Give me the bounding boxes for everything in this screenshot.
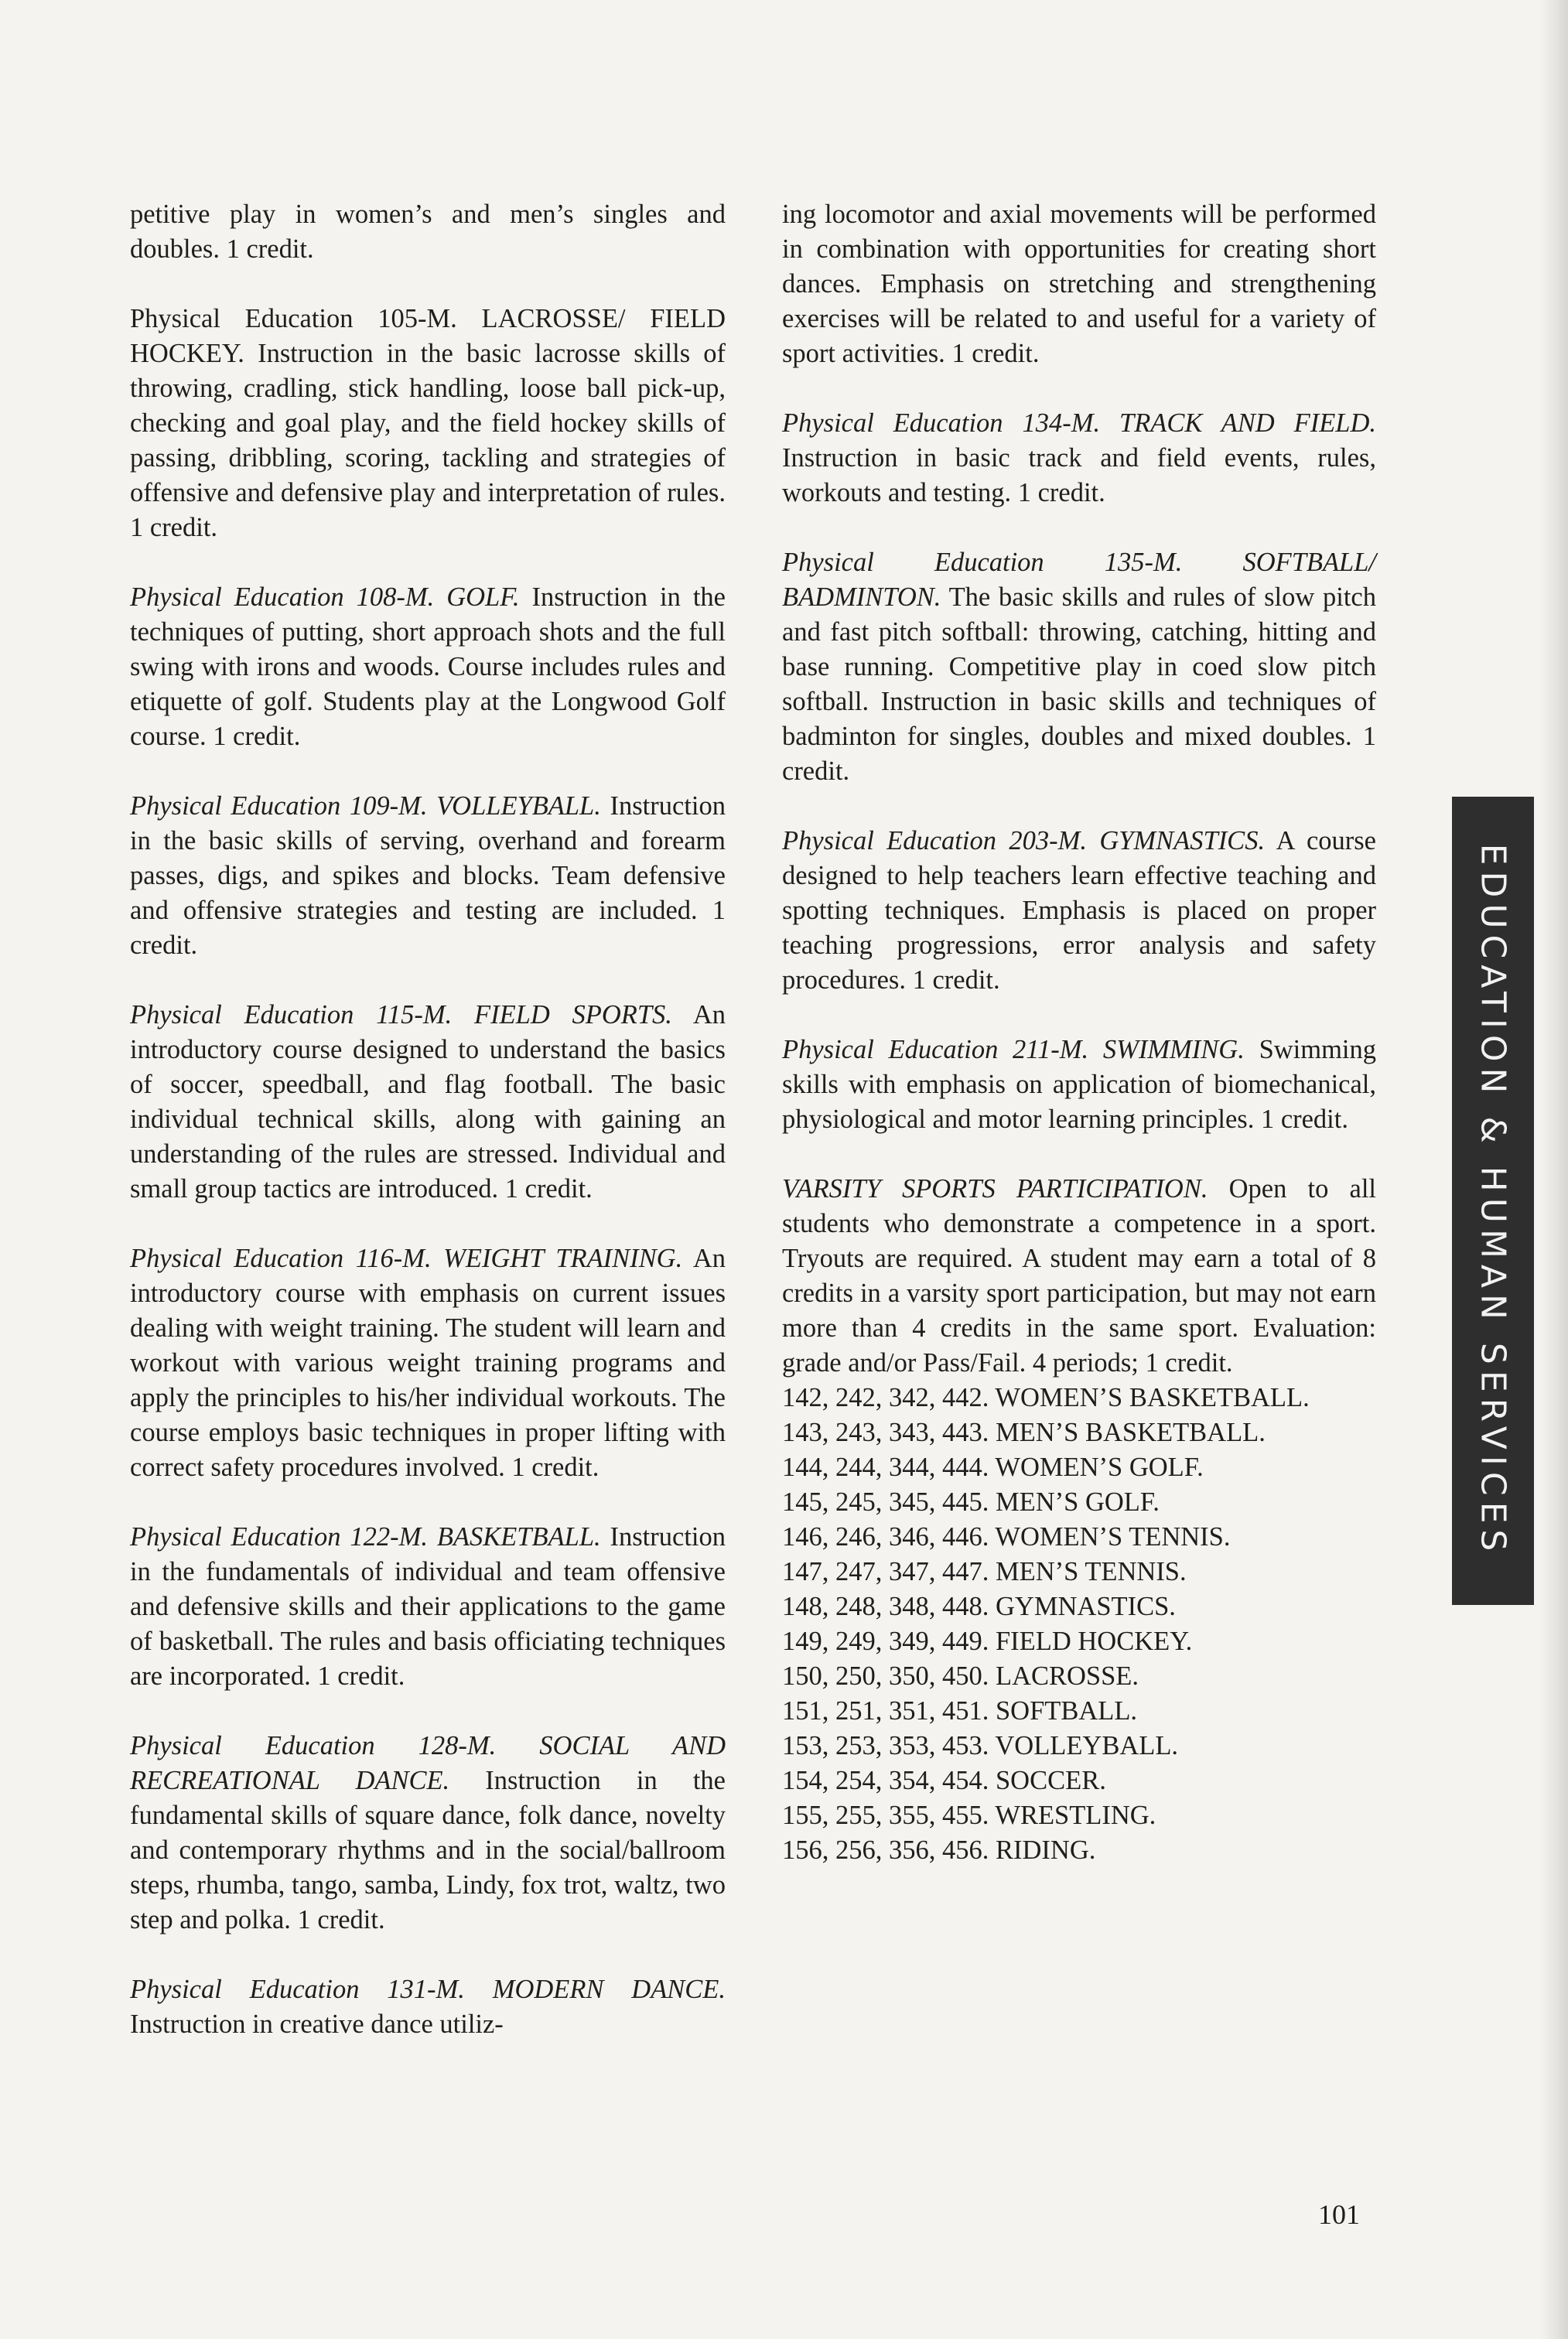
right-column xyxy=(782,197,1376,1868)
course-title: Physical Education 109-M. VOLLEYBALL. xyxy=(130,791,601,821)
list-item: 154, 254, 354, 454. SOCCER. xyxy=(782,1766,1106,1795)
course-description: Instruction in the techniques of putting, short approach shots and the full swing with irons and woods. Course includes rules and etiquette of golf. Students play at the Longwood Golf course. 1 credit. xyxy=(130,582,726,751)
course-title: Physical Education 203-M. GYMNASTICS. xyxy=(782,826,1266,855)
list-item: 151, 251, 351, 451. SOFTBALL. xyxy=(782,1696,1138,1726)
course-entry-track-field xyxy=(782,406,1376,510)
varsity-sports-section xyxy=(782,1172,1376,1381)
course-title: Physical Education 105-M. LACROSSE/ FIELD HOCKEY. xyxy=(130,304,726,368)
course-description: Instruction in the fundamental skills of square dance, folk dance, novelty and contemporary rhythms and in the social/ballroom steps, rhumba, tango, samba, Lindy, fox trot, waltz, two step and polka. 1 credit. xyxy=(130,1766,726,1934)
list-item: 150, 250, 350, 450. LACROSSE. xyxy=(782,1661,1139,1691)
course-description: Instruction in the basic lacrosse skills of throwing, cradling, stick handling, loose ball pick-up, checking and goal play, and the field hockey skills of passing, dribbling, scoring, tackling and strategies of offensive and defensive play and interpretation of rules. 1 credit. xyxy=(130,339,726,542)
page-number: 101 xyxy=(1318,2199,1360,2230)
section-title: VARSITY SPORTS PARTICIPATION. xyxy=(782,1174,1208,1204)
course-title: Physical Education 115-M. FIELD SPORTS. xyxy=(130,1000,672,1030)
course-entry-continued xyxy=(782,197,1376,371)
course-entry-modern-dance xyxy=(130,1972,726,2042)
course-entry-continued xyxy=(130,197,726,267)
course-title: Physical Education 108-M. GOLF. xyxy=(130,582,520,612)
list-item: 149, 249, 349, 449. FIELD HOCKEY. xyxy=(782,1627,1193,1656)
list-item: 142, 242, 342, 442. WOMEN’S BASKETBALL. xyxy=(782,1383,1310,1412)
list-item: 153, 253, 353, 453. VOLLEYBALL. xyxy=(782,1731,1179,1760)
list-item: 146, 246, 346, 446. WOMEN’S TENNIS. xyxy=(782,1522,1231,1552)
course-description: Swimming skills with emphasis on application of biomechanical, physiological and motor learning principles. 1 credit. xyxy=(782,1035,1377,1134)
course-description: An introductory course with emphasis on current issues dealing with weight training. The student will learn and workout with various weight training programs and apply the principles to his/her individual workouts. The course employs basic techniques in proper lifting with correct safety procedures involved. 1 credit. xyxy=(130,1244,726,1482)
course-title: Physical Education 116-M. WEIGHT TRAINING. xyxy=(130,1244,683,1273)
course-entry-field-sports xyxy=(130,998,726,1207)
course-title: Physical Education 211-M. SWIMMING. xyxy=(782,1035,1245,1064)
course-title: Physical Education 131-M. MODERN DANCE. xyxy=(130,1975,726,2004)
course-entry-lacrosse xyxy=(130,302,726,545)
course-entry-social-dance xyxy=(130,1729,726,1938)
section-description: Open to all students who demonstrate a competence in a sport. Tryouts are required. A student may earn a total of 8 credits in a varsity sport participation, but may not earn more than 4 credits in the same sport. Evaluation: grade and/or Pass/Fail. 4 periods; 1 credit. xyxy=(782,1174,1377,1378)
course-description: The basic skills and rules of slow pitch and fast pitch softball: throwing, catching, hitting and base running. Competitive play in coed slow pitch softball. Instruction in basic skills and techniques of badminton for singles, doubles and mixed doubles. 1 credit. xyxy=(782,582,1376,786)
course-title: Physical Education 135-M. SOFTBALL/ BADMINTON. xyxy=(782,548,1376,612)
course-description: An introductory course designed to understand the basics of soccer, speedball, and flag football. The basic individual technical skills, along with gaining an understanding of the rules are stressed. Individual and small group tactics are introduced. 1 credit. xyxy=(130,1000,726,1204)
course-entry-golf xyxy=(130,580,726,754)
course-entry-swimming xyxy=(782,1033,1376,1137)
list-item: 155, 255, 355, 455. WRESTLING. xyxy=(782,1801,1156,1830)
course-title: Physical Education 122-M. BASKETBALL. xyxy=(130,1522,601,1552)
course-title: Physical Education 134-M. TRACK AND FIELD. xyxy=(782,408,1376,438)
list-item: 148, 248, 348, 448. GYMNASTICS. xyxy=(782,1592,1176,1621)
list-item: 156, 256, 356, 456. RIDING. xyxy=(782,1835,1096,1865)
list-item: 143, 243, 343, 443. MEN’S BASKETBALL. xyxy=(782,1418,1266,1447)
course-description: Instruction in the basic skills of serving, overhand and forearm passes, digs, and spikes and blocks. Team defensive and offensive strategies and testing are included. 1 credit. xyxy=(130,791,726,960)
course-entry-gymnastics xyxy=(782,824,1376,998)
page-edge-shadow xyxy=(1540,0,1568,2339)
course-title: Physical Education 128-M. SOCIAL AND RECREATIONAL DANCE. xyxy=(130,1731,726,1795)
course-entry-softball-badminton xyxy=(782,545,1376,789)
course-description: ing locomotor and axial movements will be performed in combination with opportunities for creating short dances. Emphasis on stretching and strengthening exercises will be related to and useful for a variety of sport activities. 1 credit. xyxy=(782,200,1376,368)
course-entry-volleyball xyxy=(130,789,726,963)
course-description: Instruction in creative dance utiliz- xyxy=(130,2009,504,2039)
left-column xyxy=(130,197,726,2042)
course-entry-basketball xyxy=(130,1520,726,1694)
list-item: 145, 245, 345, 445. MEN’S GOLF. xyxy=(782,1487,1160,1517)
course-description: A course designed to help teachers learn effective teaching and spotting techniques. Emphasis is placed on proper teaching progressions, error analysis and safety procedures. 1 credit. xyxy=(782,826,1376,995)
list-item: 144, 244, 344, 444. WOMEN’S GOLF. xyxy=(782,1453,1204,1482)
course-entry-weight-training xyxy=(130,1241,726,1485)
varsity-sports-list xyxy=(782,1381,1376,1868)
list-item: 147, 247, 347, 447. MEN’S TENNIS. xyxy=(782,1557,1187,1586)
section-side-tab-label: EDUCATION & HUMAN SERVICES xyxy=(1473,843,1513,1558)
course-description: petitive play in women’s and men’s singles and doubles. 1 credit. xyxy=(130,200,726,264)
course-description: Instruction in the fundamentals of individual and team offensive and defensive skills and their applications to the game of basketball. The rules and basis officiating techniques are incorporated. 1 credit. xyxy=(130,1522,726,1691)
course-description: Instruction in basic track and field events, rules, workouts and testing. 1 credit. xyxy=(782,443,1376,507)
